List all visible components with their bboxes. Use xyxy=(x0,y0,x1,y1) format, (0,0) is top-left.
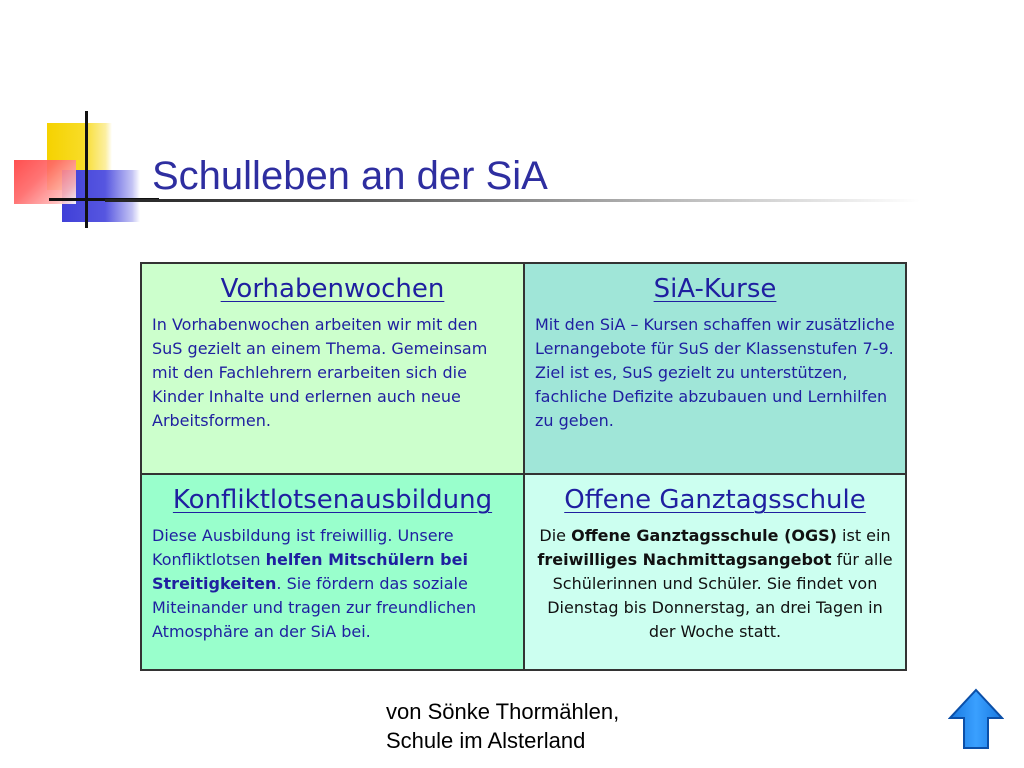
logo-vertical-line xyxy=(85,111,88,228)
slide-title: Schulleben an der SiA xyxy=(152,154,548,198)
school-line: Schule im Alsterland xyxy=(386,728,586,753)
text-segment: . Sie fördern das soziale Miteinander und tragen zur freundlichen Atmosphäre an der SiA bei. xyxy=(152,574,477,641)
cell-sia-kurse xyxy=(524,263,906,474)
cell-text-konfliktlotsen xyxy=(152,524,513,644)
up-arrow-icon[interactable] xyxy=(948,688,1004,750)
cell-heading-konfliktlotsen[interactable]: Konfliktlotsenausbildung xyxy=(172,485,493,515)
cell-konfliktlotsen xyxy=(141,474,524,670)
author-line: von Sönke Thormählen, xyxy=(386,699,620,724)
cell-heading-vorhabenwochen[interactable]: Vorhabenwochen xyxy=(220,274,445,304)
bold-segment: Offene Ganztagsschule (OGS) xyxy=(571,526,837,545)
decorative-logo xyxy=(0,0,140,240)
cell-heading-sia-kurse[interactable]: SiA-Kurse xyxy=(653,274,777,304)
cell-heading-offene-ganztagsschule[interactable]: Offene Ganztagsschule xyxy=(564,485,866,515)
author-footer xyxy=(386,697,619,755)
bold-segment: helfen Mitschülern bei Streitigkeiten xyxy=(152,550,468,593)
bold-segment: freiwilliges Nachmittagsangebot xyxy=(537,550,832,569)
cell-text-offene-ganztagsschule xyxy=(535,524,895,644)
text-segment: für alle Schülerinnen und Schüler. Sie findet von Dienstag bis Donnerstag, an drei Tagen in der Woche statt. xyxy=(547,550,893,641)
content-table xyxy=(140,262,907,671)
cell-vorhabenwochen xyxy=(141,263,524,474)
cell-text-sia-kurse: Mit den SiA – Kursen schaffen wir zusätzliche Lernangebote für SuS der Klassenstufen 7-9. Ziel ist es, SuS gezielt zu unterstützen, fachliche Defizite abzubauen und Lernhilfen zu geben. xyxy=(535,315,895,430)
cell-offene-ganztagsschule xyxy=(524,474,906,670)
text-segment: Die xyxy=(539,526,572,545)
cell-text-vorhabenwochen: In Vorhabenwochen arbeiten wir mit den SuS gezielt an einem Thema. Gemeinsam mit den Fachlehrern erarbeiten sich die Kinder Inhalte und erlernen auch neue Arbeitsformen. xyxy=(152,315,488,430)
text-segment: Diese Ausbildung ist freiwillig. Unsere Konfliktlotsen xyxy=(152,526,454,569)
text-segment: ist ein xyxy=(836,526,891,545)
